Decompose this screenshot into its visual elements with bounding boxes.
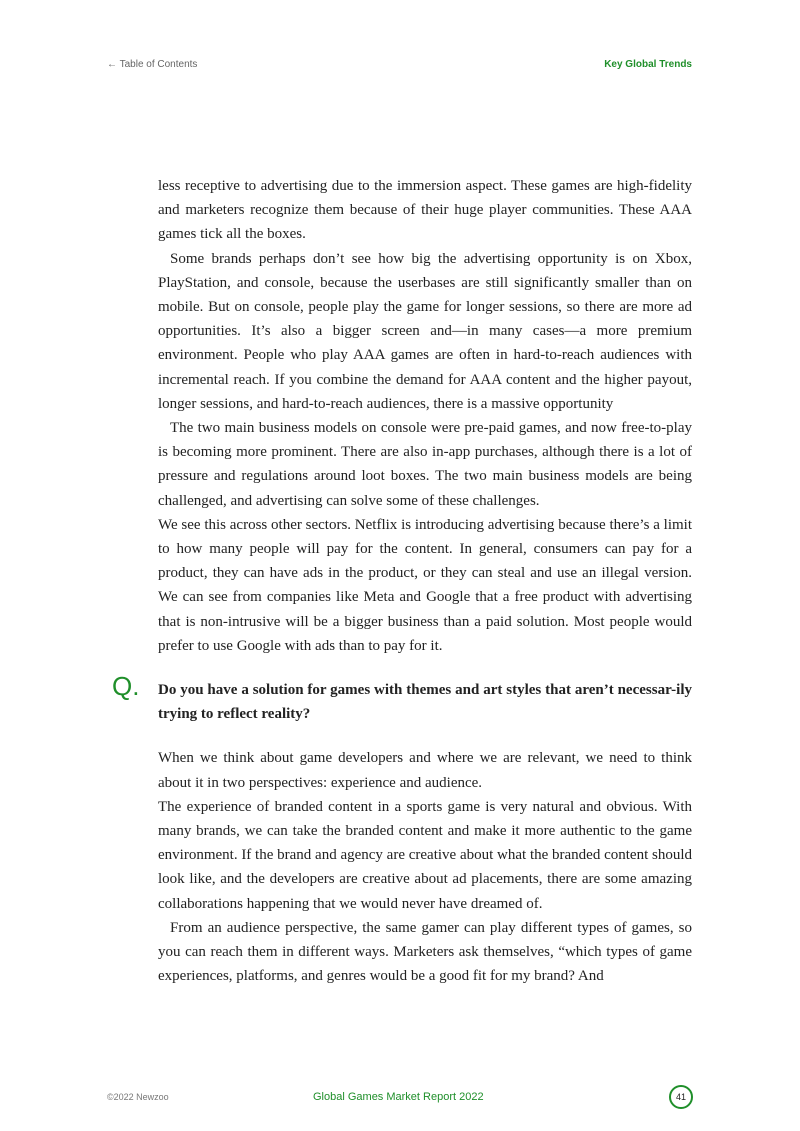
article-body (112, 174, 692, 989)
paragraph: Some brands perhaps don’t see how big the advertising opportunity is on Xbox, PlayStation, and console, because the userbases are still significantly smaller than on mobile. But on console, people play the game for longer sessions, so there are more ad opportunities. It’s also a bigger screen and—in many cases—a more premium environment. People who play AAA games are often in hard-to-reach audiences with incremental reach. If you combine the demand for AAA content and the higher payout, longer sessions, and hard-to-reach audiences, there is a massive opportunity (158, 250, 692, 412)
interview-question (112, 671, 692, 726)
question-mark-label: Q. (112, 671, 140, 702)
copyright: ©2022 Newzoo (107, 1092, 169, 1102)
paragraph: From an audience perspective, the same gamer can play different types of games, so you can reach them in different ways. Marketers ask themselves, “which types of game experiences, platforms, and genres would be a good fit for my brand? And (158, 919, 692, 985)
paragraph: less receptive to advertising due to the immersion aspect. These games are high-fidelity and marketers recognize them because of their huge player communities. These AAA games tick all the boxes. (158, 178, 692, 243)
paragraph: When we think about game developers and where we are relevant, we need to think about it in two perspectives: experience and audience. (158, 750, 692, 791)
paragraph: The experience of branded content in a sports game is very natural and obvious. With many brands, we can take the branded content and make it more authentic to the game environment. If the brand and agency are creative about what the branded content should look like, and the developers are creative about ad placements, there are some amazing collaborations happening that we would never have dreamed of. (158, 798, 692, 912)
paragraph: The two main business models on console were pre-paid games, and now free-to-play is becoming more prominent. There are also in-app purchases, although there is a lot of pressure and regulations around loot boxes. The two main business models are being challenged, and advertising can solve some of these challenges. (158, 420, 692, 509)
paragraph: We see this across other sectors. Netflix is introducing advertising because there’s a limit to how many people will pay for the content. In general, consumers can pay for a product, they can have ads in the product, or they can steal and use an illegal version. We can see from companies like Meta and Google that a free product with advertising that is non-intrusive will be a bigger business than a paid solution. Most people would prefer to use Google with ads than to pay for it. (158, 516, 692, 654)
page-number: 41 (669, 1085, 693, 1109)
question-text: Do you have a solution for games with themes and art styles that aren’t necessar-ily trying to reflect reality? (158, 682, 692, 723)
report-title: Global Games Market Report 2022 (313, 1091, 484, 1103)
section-title: Key Global Trends (604, 59, 692, 70)
table-of-contents-link[interactable]: ← Table of Contents (107, 59, 198, 70)
